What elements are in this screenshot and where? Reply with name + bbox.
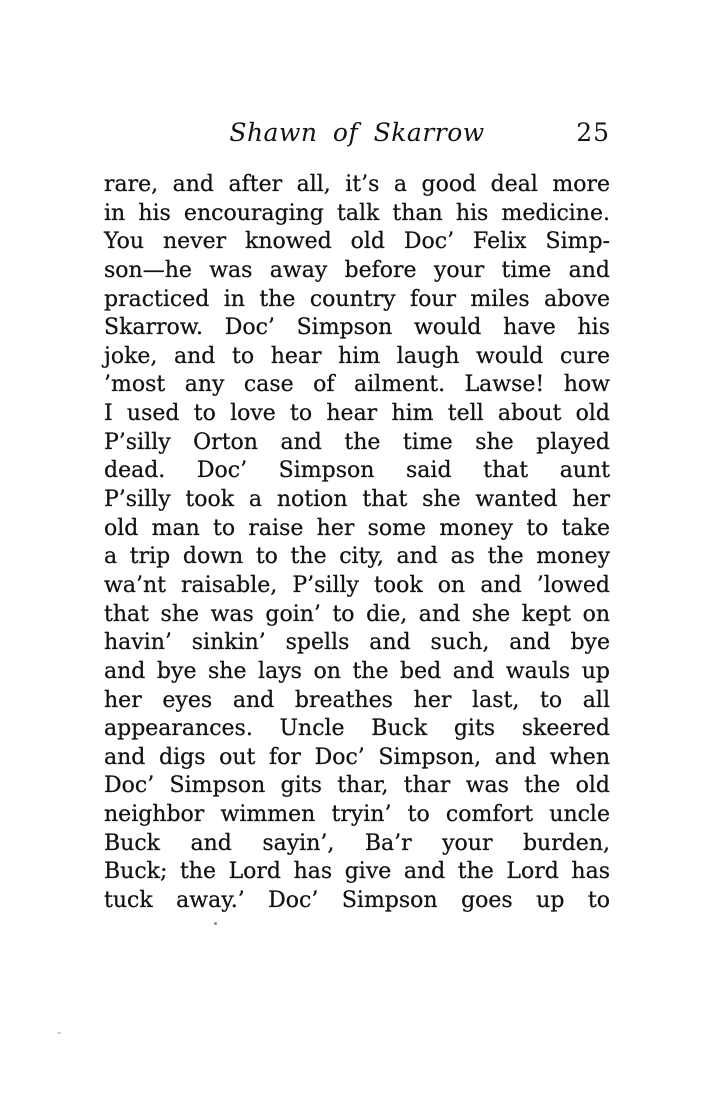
text-line: neighbor wimmen tryin’ to comfort uncle	[104, 802, 610, 828]
text-line: havin’ sinkin’ spells and such, and bye	[104, 630, 610, 656]
running-header-title: Shawn of Skarrow	[229, 118, 485, 147]
text-line: I used to love to hear him tell about old	[104, 401, 610, 427]
text-line: rare, and after all, it’s a good deal more	[104, 172, 610, 197]
text-line: P’silly Orton and the time she played	[104, 429, 610, 455]
text-line: wa’nt raisable, P’silly took on and ’lowed	[104, 572, 610, 598]
text-line: and bye she lays on the bed and wauls up	[104, 658, 610, 684]
text-line: appearances. Uncle Buck gits skeered	[104, 716, 610, 742]
text-line: dead. Doc’ Simpson said that aunt	[104, 458, 610, 484]
scan-speck	[214, 922, 217, 925]
text-line: Buck; the Lord has give and the Lord has	[104, 859, 610, 885]
text-line: P’silly took a notion that she wanted her	[104, 487, 610, 513]
text-line: Skarrow. Doc’ Simpson would have his	[104, 315, 610, 341]
text-line: in his encouraging talk than his medicine.	[104, 200, 610, 226]
text-line: and digs out for Doc’ Simpson, and when	[104, 744, 610, 770]
text-line: that she was goin’ to die, and she kept on	[104, 601, 610, 627]
text-line: You never knowed old Doc’ Felix Simp-	[104, 229, 610, 255]
text-line: joke, and to hear him laugh would cure	[104, 343, 610, 369]
text-line: ’most any case of ailment. Lawse! how	[104, 372, 610, 398]
body-text-block	[104, 171, 610, 916]
text-line: her eyes and breathes her last, to all	[104, 687, 610, 713]
text-line: son—he was away before your time and	[104, 257, 610, 283]
text-line: practiced in the country four miles above	[104, 286, 610, 312]
running-header	[104, 117, 610, 149]
text-line: Doc’ Simpson gits thar, thar was the old	[104, 773, 610, 799]
text-line: Buck and sayin’, Ba’r your burden,	[104, 830, 610, 856]
scan-speck	[57, 1032, 61, 1034]
page-number: 25	[576, 118, 610, 147]
text-line: tuck away.’ Doc’ Simpson goes up to	[104, 888, 610, 914]
text-line: old man to raise her some money to take	[104, 515, 610, 541]
text-line: a trip down to the city, and as the money	[104, 544, 610, 570]
